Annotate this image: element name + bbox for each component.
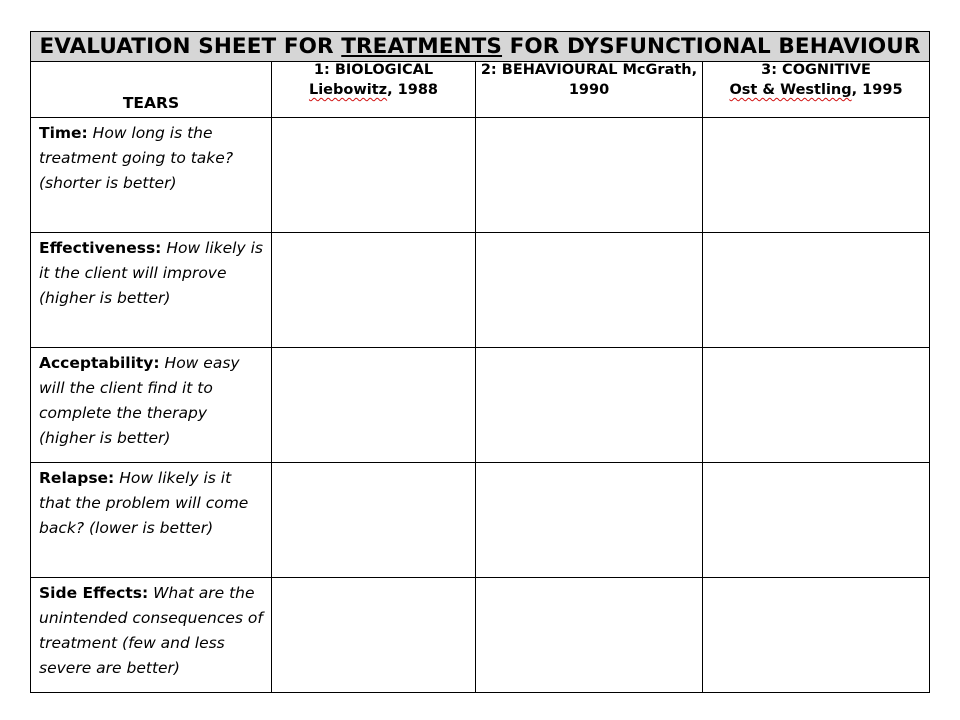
criterion-relapse: Relapse: How likely is it that the problem will come back? (lower is better) bbox=[31, 463, 272, 578]
cell-behavioural-time[interactable] bbox=[476, 118, 703, 233]
header-tears: TEARS bbox=[31, 62, 272, 118]
sheet-title: EVALUATION SHEET FOR TREATMENTS FOR DYSFUNCTIONAL BEHAVIOUR bbox=[31, 32, 930, 62]
cell-behavioural-side-effects[interactable] bbox=[476, 578, 703, 693]
table-row bbox=[31, 463, 930, 578]
table-row bbox=[31, 233, 930, 348]
cell-biological-relapse[interactable] bbox=[272, 463, 476, 578]
cell-biological-acceptability[interactable] bbox=[272, 348, 476, 463]
criterion-side-effects: Side Effects: What are the unintended consequences of treatment (few and less severe are better) bbox=[31, 578, 272, 693]
criterion-acceptability: Acceptability: How easy will the client find it to complete the therapy (higher is better) bbox=[31, 348, 272, 463]
criterion-time: Time: How long is the treatment going to take?(shorter is better) bbox=[31, 118, 272, 233]
cell-cognitive-relapse[interactable] bbox=[703, 463, 930, 578]
evaluation-sheet bbox=[30, 31, 929, 693]
header-biological: 1: BIOLOGICAL Liebowitz, 1988 bbox=[272, 62, 476, 118]
cell-behavioural-effectiveness[interactable] bbox=[476, 233, 703, 348]
cell-behavioural-relapse[interactable] bbox=[476, 463, 703, 578]
cell-biological-effectiveness[interactable] bbox=[272, 233, 476, 348]
criterion-effectiveness: Effectiveness: How likely is it the client will improve (higher is better) bbox=[31, 233, 272, 348]
cell-cognitive-effectiveness[interactable] bbox=[703, 233, 930, 348]
header-cognitive: 3: COGNITIVE Ost & Westling, 1995 bbox=[703, 62, 930, 118]
cell-cognitive-side-effects[interactable] bbox=[703, 578, 930, 693]
cell-biological-time[interactable] bbox=[272, 118, 476, 233]
evaluation-table bbox=[30, 31, 930, 693]
cell-cognitive-time[interactable] bbox=[703, 118, 930, 233]
header-behavioural: 2: BEHAVIOURAL McGrath, 1990 bbox=[476, 62, 703, 118]
cell-biological-side-effects[interactable] bbox=[272, 578, 476, 693]
table-row bbox=[31, 348, 930, 463]
cell-cognitive-acceptability[interactable] bbox=[703, 348, 930, 463]
table-row bbox=[31, 578, 930, 693]
table-row bbox=[31, 118, 930, 233]
cell-behavioural-acceptability[interactable] bbox=[476, 348, 703, 463]
